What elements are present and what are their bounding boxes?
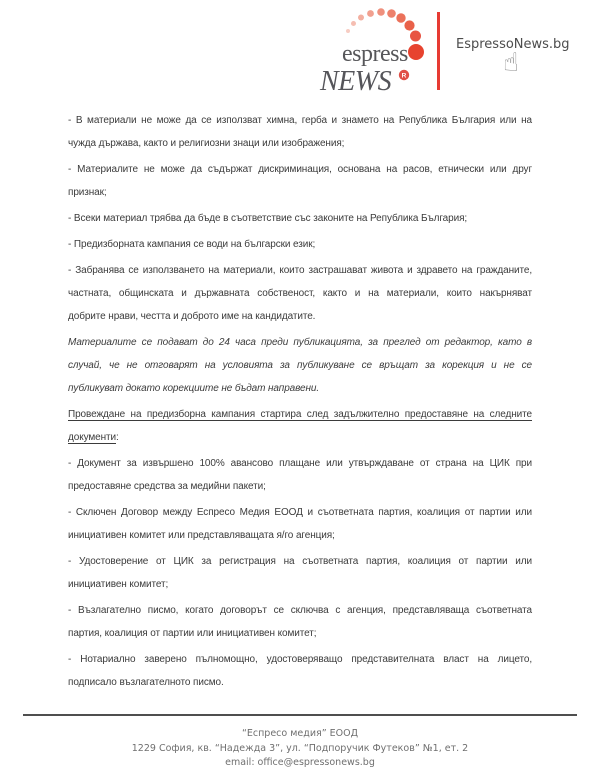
paragraph [68,233,532,256]
footer-text-block [0,727,600,771]
text-line: частната, общинската и държавната собственост, както и на материали, които накърняват [68,288,532,299]
text-line: случай, че не отговарят на условията за публикуване се връщат за корекция и не се [68,360,532,371]
red-dot-o-icon [408,44,424,60]
text-line: партия, коалиция от партии или инициативен комитет; [68,628,317,639]
paragraph [68,452,532,498]
paragraph [68,331,532,400]
text-line: Провеждане на предизборна кампания стартира след задължително предоставяне на следните [68,409,532,420]
paragraph [68,599,532,645]
paragraph [68,158,532,204]
footer-email: email: office@espressonews.bg [225,757,375,768]
footer-address: 1229 София, кв. “Надежда 3”, ул. “Подпоручик Футеков” №1, ет. 2 [131,742,469,754]
text-line: подписало възлагателното писмо. [68,677,224,688]
footer-company-name: “Еспресо медия” ЕООД [241,728,359,739]
header-divider [437,12,440,90]
logo-word-espresso: espress [342,41,408,67]
paragraph [68,207,532,230]
text-line: - Сключен Договор между Еспресо Медия ЕООД и съответната партия, коалиция от партии или [68,507,532,518]
site-link-label[interactable]: EspressoNews.bg [456,37,570,52]
text-line: добрите нрави, честта и доброто име на кандидатите. [68,311,316,322]
footer-divider [23,714,577,716]
text-line: предоставяне средства за медийни пакети; [68,481,266,492]
paragraph [68,403,532,449]
text-line: - В материали не може да се използват химна, герба и знамето на Република България или на [68,115,532,126]
text-line: - Удостоверение от ЦИК за регистрация на съответната партия, коалиция от партии или [68,556,532,567]
logo-word-news: NEWS [320,66,392,97]
text-line: - Възлагателно писмо, когато договорът се сключва с агенция, представляваща съответната [68,605,532,616]
text-line: - Предизборната кампания се води на български език; [68,239,316,250]
espresso-news-logo [318,4,448,104]
registered-mark-letter: R [401,72,407,80]
text-line: публикуват докато корекциите не бъдат направени. [68,383,320,394]
text-line: признак; [68,187,107,198]
text-line: чужда държава, както и религиозни знаци или изображения; [68,138,345,149]
text-line: - Материалите не може да съдържат дискриминация, основана на расов, етнически или друг [68,164,532,175]
text-line: инициативен комитет; [68,579,169,590]
paragraph [68,259,532,328]
text-line: инициативен комитет или представляващата я/го агенция; [68,530,335,541]
document-body [68,109,532,697]
text-line: - Забранява се използването на материали, които застрашават живота и здравето на гражданите, [68,265,532,276]
hand-pointer-icon: ☝ [503,48,519,78]
paragraph [68,501,532,547]
paragraph [68,648,532,694]
paragraph [68,550,532,596]
text-line: - Документ за извършено 100% авансово плащане или утвърждаване от страна на ЦИК при [68,458,532,469]
text-line: документи: [68,432,119,443]
text-line: Материалите се подават до 24 часа преди публикацията, за преглед от редактор, като в [68,337,532,348]
text-line: - Нотариално заверено пълномощно, удостоверяващо представителната власт на лицето, [68,654,532,665]
paragraph [68,109,532,155]
text-line: - Всеки материал трябва да бъде в съответствие със законите на Република България; [68,213,468,224]
